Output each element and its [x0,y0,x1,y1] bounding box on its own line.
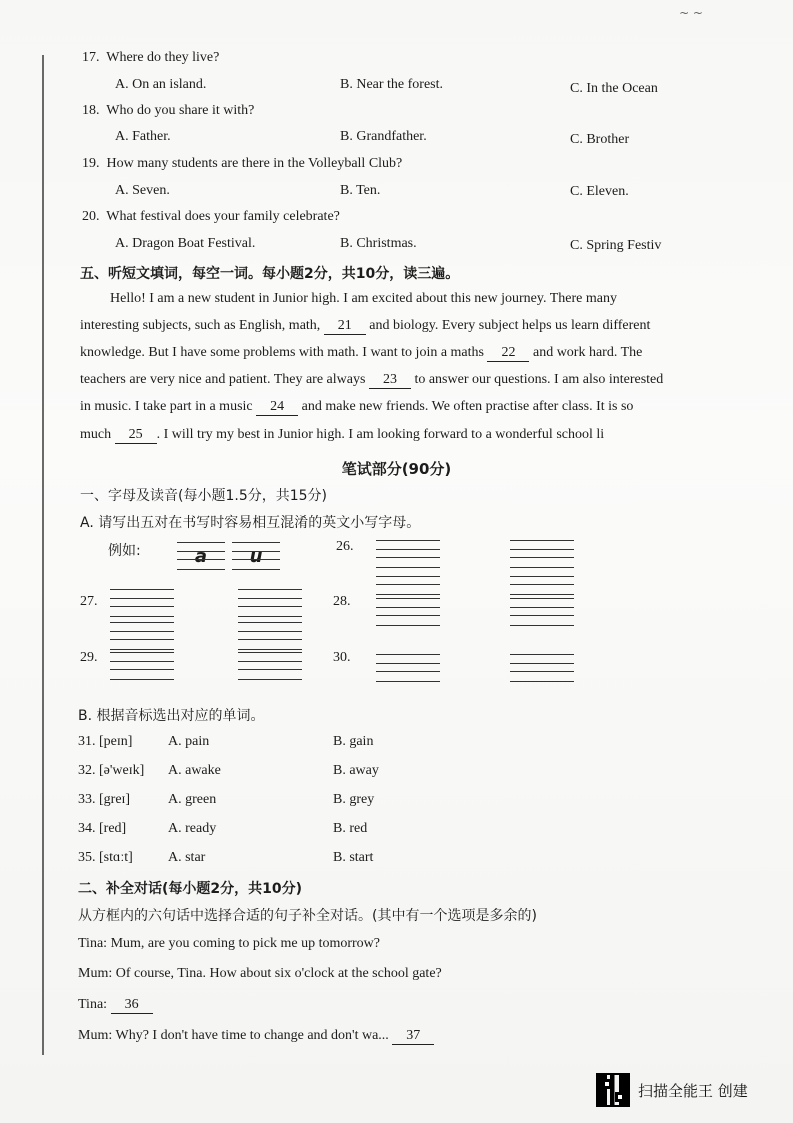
phonetic-31: 31. [peɪn] [78,734,133,749]
phonetic-34: 34. [red] [78,821,127,836]
passage-line-2: interesting subjects, such as English, math, 21 and biology. Every subject helps us learn different [80,318,651,333]
q17-option-b: B. Near the forest. [340,77,444,92]
q20-option-c: C. Spring Festiv [570,238,662,253]
corner-mark: ~ ~ [679,6,703,20]
blank-36[interactable]: 36 [111,997,153,1014]
qr-code-icon [596,1073,630,1107]
dialogue-line-1: Tina: Mum, are you coming to pick me up tomorrow? [78,936,381,951]
phonetic-35: 35. [stɑːt] [78,850,133,865]
question-19: 19. How many students are there in the Volleyball Club? [82,156,403,171]
item-29-label: 29. [80,650,98,665]
question-17: 17. Where do they live? [82,50,220,65]
passage-line-4: teachers are very nice and patient. They are always 23 to answer our questions. I am also interested [80,372,664,387]
passage-line-5: in music. I take part in a music 24 and make new friends. We often practise after class. It is so [80,399,634,414]
item-30-line-2[interactable] [510,654,574,682]
question-18: 18. Who do you share it with? [82,103,255,118]
item-28-line-2[interactable] [510,598,574,626]
phonetic-31-a: A. pain [168,734,210,749]
blank-25[interactable]: 25 [115,427,157,444]
q18-option-b: B. Grandfather. [340,129,427,144]
phonetic-31-b: B. gain [333,734,374,749]
phonetic-33-a: A. green [168,792,217,807]
item-28-label: 28. [333,594,351,609]
dialogue-line-4: Mum: Why? I don't have time to change and don't wa... 37 [78,1028,434,1045]
q20-option-a: A. Dragon Boat Festival. [115,236,256,251]
blank-21[interactable]: 21 [324,318,366,335]
item-27-line-2[interactable] [238,589,302,617]
blank-22[interactable]: 22 [487,345,529,362]
item-28-line-1[interactable] [376,598,440,626]
phonetic-32-a: A. awake [168,763,221,778]
blank-37[interactable]: 37 [392,1028,434,1045]
phonetic-34-b: B. red [333,821,368,836]
q19-option-a: A. Seven. [115,183,170,198]
item-27-label: 27. [80,594,98,609]
item-30-label: 30. [333,650,351,665]
item-27-line-3 [110,622,174,650]
part2-heading: 二、补全对话(每小题2分，共10分) [78,881,303,897]
part1-subA: A. 请写出五对在书写时容易相互混淆的英文小写字母。 [80,515,421,531]
part1-subB: B. 根据音标选出对应的单词。 [78,708,265,724]
phonetic-35-a: A. star [168,850,206,865]
item-26-label: 26. [336,539,354,554]
item-30-line-1[interactable] [376,654,440,682]
dialogue-line-2: Mum: Of course, Tina. How about six o'clock at the school gate? [78,966,442,981]
phonetic-32-b: B. away [333,763,379,778]
margin-line [42,55,44,1055]
q17-option-a: A. On an island. [115,77,207,92]
written-part-title: 笔试部分(90分) [341,460,452,478]
item-26-line-2[interactable] [510,540,574,568]
q19-option-c: C. Eleven. [570,184,629,199]
example-writing-line-1: a [177,542,225,570]
section5-heading: 五、听短文填词，每空一词。每小题2分，共10分，读三遍。 [80,266,460,282]
passage-line-6: much 25 . I will try my best in Junior high. I am looking forward to a wonderful school li [80,427,605,442]
blank-23[interactable]: 23 [369,372,411,389]
phonetic-32: 32. [ə'weɪk] [78,763,145,778]
item-27-line-1[interactable] [110,589,174,617]
item-29-line-2[interactable] [238,652,302,680]
phonetic-35-b: B. start [333,850,374,865]
part1-heading: 一、字母及读音(每小题1.5分，共15分) [80,488,328,504]
q20-option-b: B. Christmas. [340,236,417,251]
item-26-line-4 [510,567,574,595]
phonetic-33-b: B. grey [333,792,375,807]
example-writing-line-2: u [232,542,280,570]
blank-24[interactable]: 24 [256,399,298,416]
item-29-line-1[interactable] [110,652,174,680]
phonetic-33: 33. [greɪ] [78,792,131,807]
scanner-brand: 扫描全能王 创建 [638,1082,748,1100]
item-27-line-4 [238,622,302,650]
example-label: 例如: [108,543,141,559]
item-26-line-1[interactable] [376,540,440,568]
part2-instruction: 从方框内的六句话中选择合适的句子补全对话。(其中有一个选项是多余的) [78,908,537,924]
item-26-line-3 [376,567,440,595]
q19-option-b: B. Ten. [340,183,381,198]
q18-option-c: C. Brother [570,132,630,147]
dialogue-line-3: Tina: 36 [78,997,153,1014]
phonetic-34-a: A. ready [168,821,217,836]
passage-line-1: Hello! I am a new student in Junior high. I am excited about this new journey. There many [110,291,617,306]
question-20: 20. What festival does your family celebrate? [82,209,340,224]
q17-option-c: C. In the Ocean [570,81,658,96]
q18-option-a: A. Father. [115,129,171,144]
passage-line-3: knowledge. But I have some problems with math. I want to join a maths 22 and work hard. The [80,345,643,360]
